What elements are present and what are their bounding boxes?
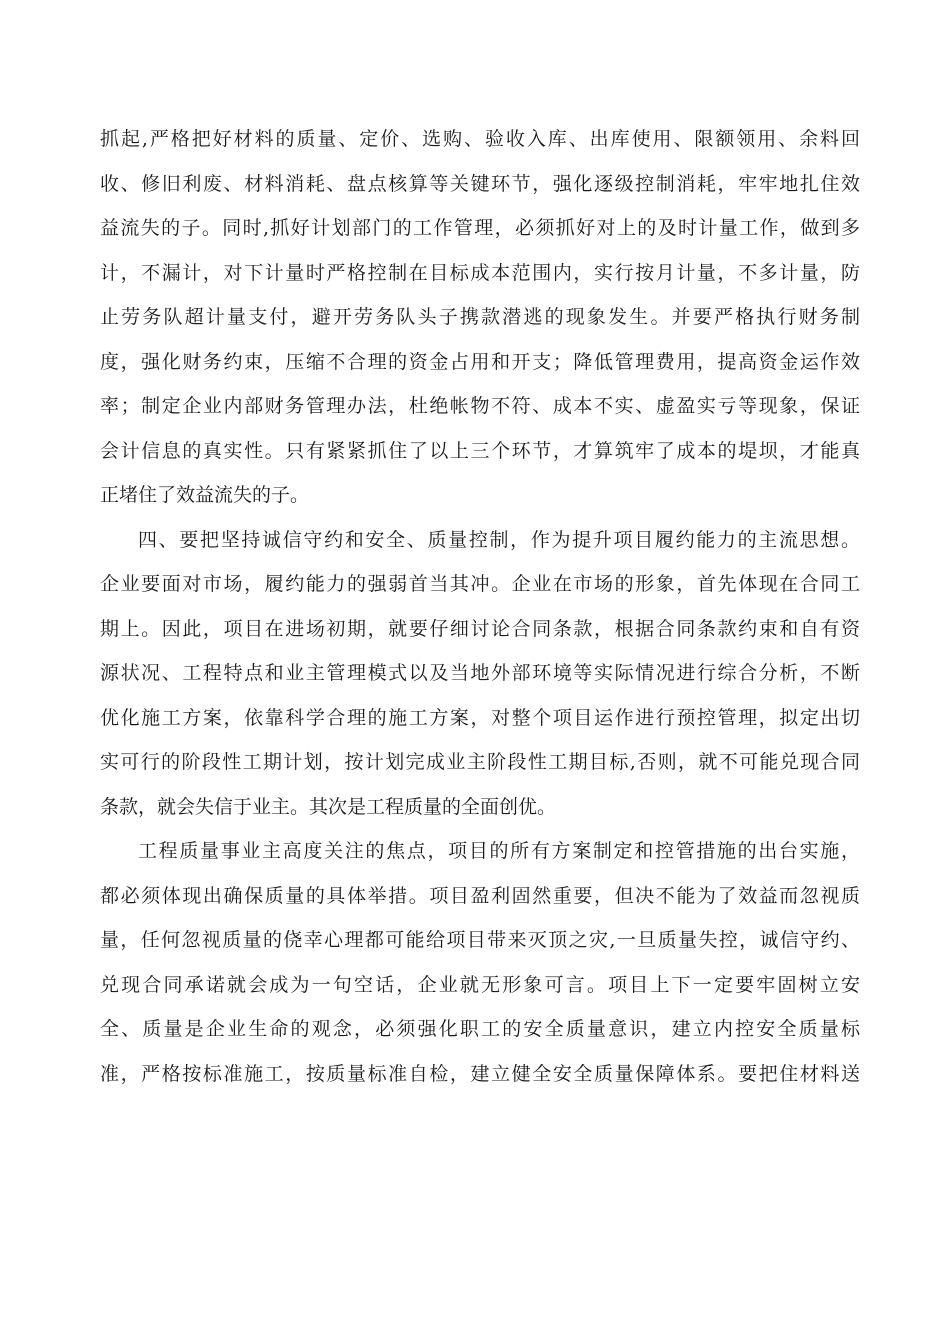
text-line: 抓起,严格把好材料的质量、定价、选购、验收入库、出库使用、限额领用、余料回 bbox=[100, 128, 860, 150]
text-line: 源状况、工程特点和业主管理模式以及当地外部环境等实际情况进行综合分析，不断 bbox=[100, 662, 860, 684]
text-line: 实可行的阶段性工期计划，按计划完成业主阶段性工期目标,否则，就不可能兑现合同 bbox=[100, 751, 860, 773]
text-line: 企业要面对市场，履约能力的强弱首当其冲。企业在市场的形象，首先体现在合同工 bbox=[100, 573, 860, 595]
text-line: 益流失的子。同时,抓好计划部门的工作管理，必须抓好对上的及时计量工作，做到多 bbox=[100, 217, 860, 239]
text-line: 优化施工方案，依靠科学合理的施工方案，对整个项目运作进行预控管理，拟定出切 bbox=[100, 706, 860, 729]
text-line: 工程质量事业主高度关注的焦点，项目的所有方案制定和控管措施的出台实施， bbox=[138, 840, 860, 862]
text-line: 全、质量是企业生命的观念，必须强化职工的安全质量意识，建立内控安全质量标 bbox=[100, 1018, 860, 1040]
text-line: 率；制定企业内部财务管理办法，杜绝帐物不符、成本不实、虚盈实亏等现象，保证 bbox=[100, 395, 860, 417]
text-line: 四、要把坚持诚信守约和安全、质量控制，作为提升项目履约能力的主流思想。 bbox=[138, 528, 860, 551]
body-text bbox=[100, 117, 860, 1096]
text-line: 正堵住了效益流失的子。 bbox=[100, 484, 310, 506]
text-line: 兑现合同承诺就会成为一句空话，企业就无形象可言。项目上下一定要牢固树立安 bbox=[100, 973, 860, 996]
text-line: 计，不漏计，对下计量时严格控制在目标成本范围内，实行按月计量，不多计量，防 bbox=[100, 261, 860, 284]
text-line: 收、修旧利废、材料消耗、盘点核算等关键环节，强化逐级控制消耗，牢牢地扎住效 bbox=[100, 172, 860, 195]
text-line: 都必须体现出确保质量的具体举措。项目盈利固然重要，但决不能为了效益而忽视质 bbox=[100, 884, 860, 907]
text-line: 止劳务队超计量支付，避开劳务队头子携款潜逃的现象发生。并要严格执行财务制 bbox=[100, 306, 860, 328]
text-line: 期上。因此，项目在进场初期，就要仔细讨论合同条款，根据合同条款约束和自有资 bbox=[100, 617, 860, 640]
text-line: 会计信息的真实性。只有紧紧抓住了以上三个环节，才算筑牢了成本的堤坝，才能真 bbox=[100, 439, 860, 462]
text-line: 度，强化财务约束，压缩不合理的资金占用和开支；降低管理费用，提高资金运作效 bbox=[100, 350, 860, 373]
text-line: 准，严格按标准施工，按质量标准自检，建立健全安全质量保障体系。要把住材料送 bbox=[100, 1062, 860, 1085]
text-line: 量，任何忽视质量的侥幸心理都可能给项目带来灭顶之灾,一旦质量失控，诚信守约、 bbox=[100, 929, 860, 951]
text-line: 条款，就会失信于业主。其次是工程质量的全面创优。 bbox=[100, 795, 557, 818]
